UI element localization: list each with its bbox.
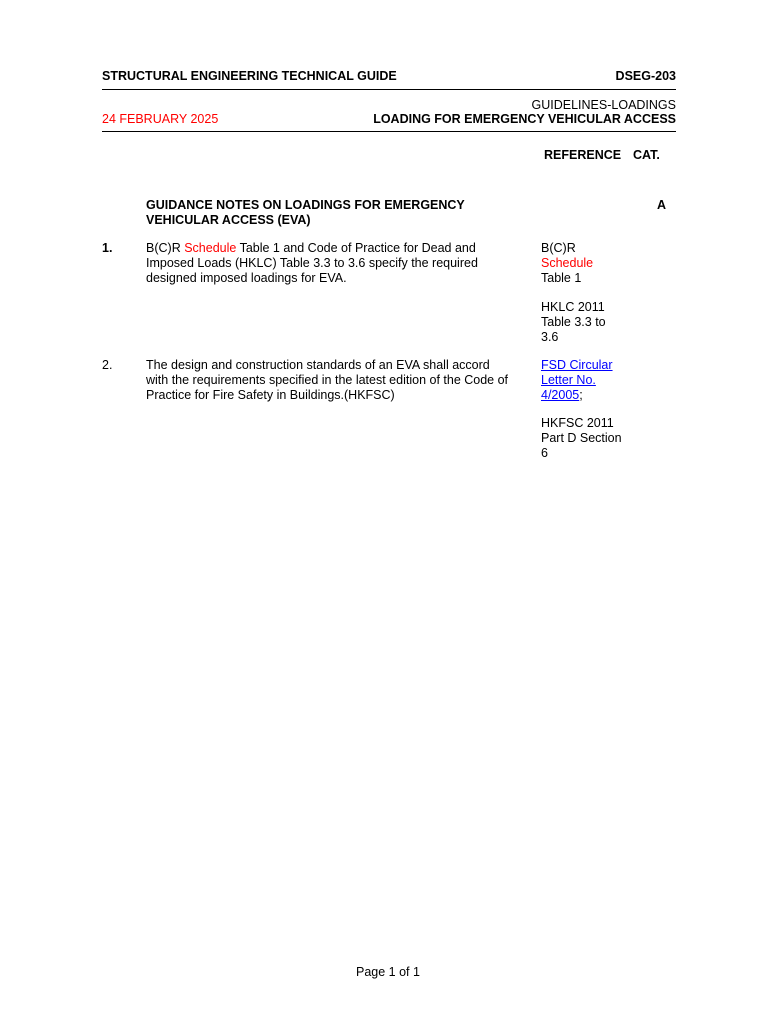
reference-line: HKLC 2011 bbox=[541, 300, 605, 314]
reference-line: 3.6 bbox=[541, 330, 559, 344]
section-title bbox=[146, 198, 465, 228]
category-column-heading: CAT. bbox=[633, 148, 660, 162]
fsd-circular-link[interactable]: 4/2005 bbox=[541, 388, 580, 402]
reference-line: Schedule bbox=[541, 256, 594, 270]
item-number: 1. bbox=[102, 241, 113, 255]
section-title-line: GUIDANCE NOTES ON LOADINGS FOR EMERGENCY bbox=[146, 198, 465, 212]
page-number: Page 1 of 1 bbox=[356, 965, 420, 979]
document-code: DSEG-203 bbox=[615, 69, 676, 83]
text-fragment: B(C)R bbox=[146, 241, 185, 255]
item-text-line: with the requirements specified in the latest edition of the Code of bbox=[146, 373, 509, 387]
reference-line: B(C)R bbox=[541, 241, 576, 255]
item-reference bbox=[541, 241, 593, 286]
item-text-line: Imposed Loads (HKLC) Table 3.3 to 3.6 specify the required bbox=[146, 256, 478, 270]
item-text-line bbox=[146, 241, 478, 256]
header-rule-top bbox=[102, 89, 676, 90]
fsd-circular-link[interactable]: FSD Circular bbox=[541, 358, 613, 372]
reference-line: HKFSC 2011 bbox=[541, 416, 614, 430]
item-reference bbox=[541, 300, 606, 345]
item-text-line: Practice for Fire Safety in Buildings.(HKFSC) bbox=[146, 388, 395, 402]
guide-title: STRUCTURAL ENGINEERING TECHNICAL GUIDE bbox=[102, 69, 397, 83]
reference-line: Part D Section bbox=[541, 431, 622, 445]
item-text-line: designed imposed loadings for EVA. bbox=[146, 271, 347, 285]
item-text-line: The design and construction standards of an EVA shall accord bbox=[146, 358, 490, 372]
document-date: 24 FEBRUARY 2025 bbox=[102, 112, 219, 126]
item-text bbox=[146, 358, 508, 403]
schedule-highlight: Schedule bbox=[184, 241, 237, 255]
header-rule-bottom bbox=[102, 131, 676, 132]
link-suffix: ; bbox=[579, 388, 583, 402]
fsd-circular-link[interactable]: Letter No. bbox=[541, 373, 596, 387]
document-subject: LOADING FOR EMERGENCY VEHICULAR ACCESS bbox=[373, 112, 676, 126]
item-reference bbox=[541, 416, 622, 461]
section-category: A bbox=[657, 198, 667, 212]
fsd-circular-reference bbox=[541, 358, 613, 403]
item-number: 2. bbox=[102, 358, 113, 372]
section-title-line: VEHICULAR ACCESS (EVA) bbox=[146, 213, 311, 227]
reference-line: 6 bbox=[541, 446, 548, 460]
reference-column-heading: REFERENCE bbox=[544, 148, 622, 162]
reference-line: Table 1 bbox=[541, 271, 582, 285]
item-text bbox=[146, 241, 478, 286]
reference-line: Table 3.3 to bbox=[541, 315, 606, 329]
text-fragment: Table 1 and Code of Practice for Dead and bbox=[236, 241, 476, 255]
document-category: GUIDELINES-LOADINGS bbox=[531, 98, 676, 112]
